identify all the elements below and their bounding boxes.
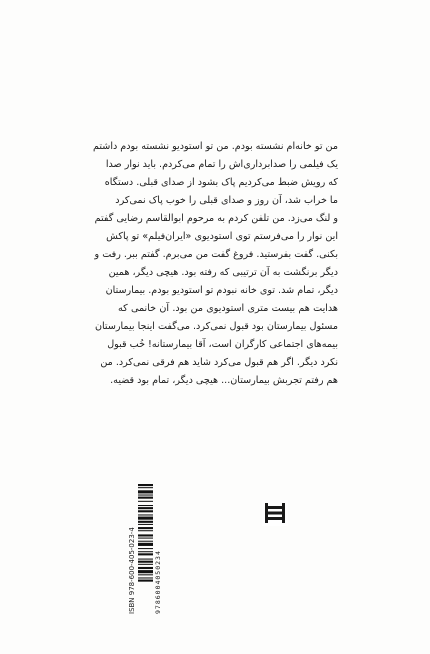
- barcode-bar: [138, 524, 153, 525]
- barcode-bar: [138, 530, 153, 531]
- text-line: بکنی. گفت بفرستید. فروغ گفت من می‌برم. گفتم ببر. رفت و: [94, 249, 338, 260]
- text-line: ما خراب شد، آن روز و صدای قبلی را خوب پاک نمی‌کرد: [115, 195, 338, 206]
- barcode-bar: [138, 567, 153, 569]
- barcode-bar: [138, 514, 153, 515]
- isbn-label: ISBN 978-600-405-023-4: [128, 527, 136, 614]
- barcode-bar: [138, 534, 153, 536]
- text-line: بیمه‌های اجتماعی کارگران است، آقا بیمارستانه! خُب قبول: [107, 339, 338, 350]
- barcode-bar: [138, 543, 153, 546]
- text-line: این نوار را می‌فرستم توی استودیوی «ایران‌فیلم» تو پاکش: [106, 231, 338, 242]
- barcode-bar: [138, 548, 153, 549]
- barcode-bar: [138, 577, 153, 578]
- barcode: [128, 484, 162, 614]
- text-line: که رویش ضبط می‌کردیم پاک بشود از صدای قبلی. دستگاه: [104, 177, 338, 188]
- barcode-bar: [138, 553, 153, 555]
- back-cover-text: [93, 138, 338, 390]
- barcode-bar: [138, 507, 153, 509]
- barcode-bar: [138, 559, 153, 560]
- barcode-bar: [138, 505, 153, 506]
- barcode-bar: [138, 580, 153, 582]
- barcode-bar: [138, 527, 153, 529]
- barcode-bar: [138, 541, 153, 542]
- barcode-bar: [138, 517, 153, 520]
- barcode-bar: [138, 561, 153, 563]
- text-line: و لنگ می‌زد. من تلفن کردم به مرحوم ابوالقاسم رضایی گفتم: [94, 213, 338, 224]
- barcode-bar: [138, 484, 153, 486]
- text-line: هم رفتم تجربش بیمارستان... هیچی دیگر، تمام بود قضیه.: [110, 375, 338, 386]
- text-line: مسئول بیمارستان بود قبول نمی‌کرد. می‌گفت اینجا بیمارستان: [94, 321, 338, 332]
- barcode-bar: [138, 490, 153, 493]
- barcode-bar: [138, 521, 153, 523]
- text-line: نکرد دیگر. اگر هم قبول می‌کرد شاید هم فرقی نمی‌کرد. من: [100, 357, 338, 368]
- barcode-bar: [138, 501, 153, 502]
- text-line: دیگر، تمام شد. توی خانه نبودم تو استودیو بودم. بیمارستان: [105, 285, 338, 296]
- barcode-bar: [138, 570, 153, 573]
- barcode-bar: [138, 497, 153, 499]
- barcode-bar: [138, 510, 153, 512]
- barcode-bar: [138, 495, 153, 496]
- text-line: دیگر برنگشت به آن ترتیبی که رفته بود. هیچی دیگر، همین: [108, 267, 338, 278]
- text-line: من تو خانه‌ام نشسته بودم. من تو استودیو نشسته بودم داشتم: [93, 141, 338, 152]
- barcode-bars: [138, 484, 153, 614]
- barcode-digits: 9786004050234: [154, 550, 162, 614]
- barcode-bar: [138, 574, 153, 575]
- text-line: هدایت هم بیست متری استودیوی من بود. آن خانمی که: [118, 303, 338, 314]
- publisher-logo-icon: [262, 500, 288, 526]
- text-line: یک فیلمی را صدابرداری‌اش را تمام می‌کردم. باید نوار صدا: [105, 159, 338, 170]
- barcode-bar: [138, 487, 153, 488]
- barcode-bar: [138, 538, 153, 539]
- barcode-bar: [138, 551, 153, 552]
- barcode-bar: [138, 564, 153, 565]
